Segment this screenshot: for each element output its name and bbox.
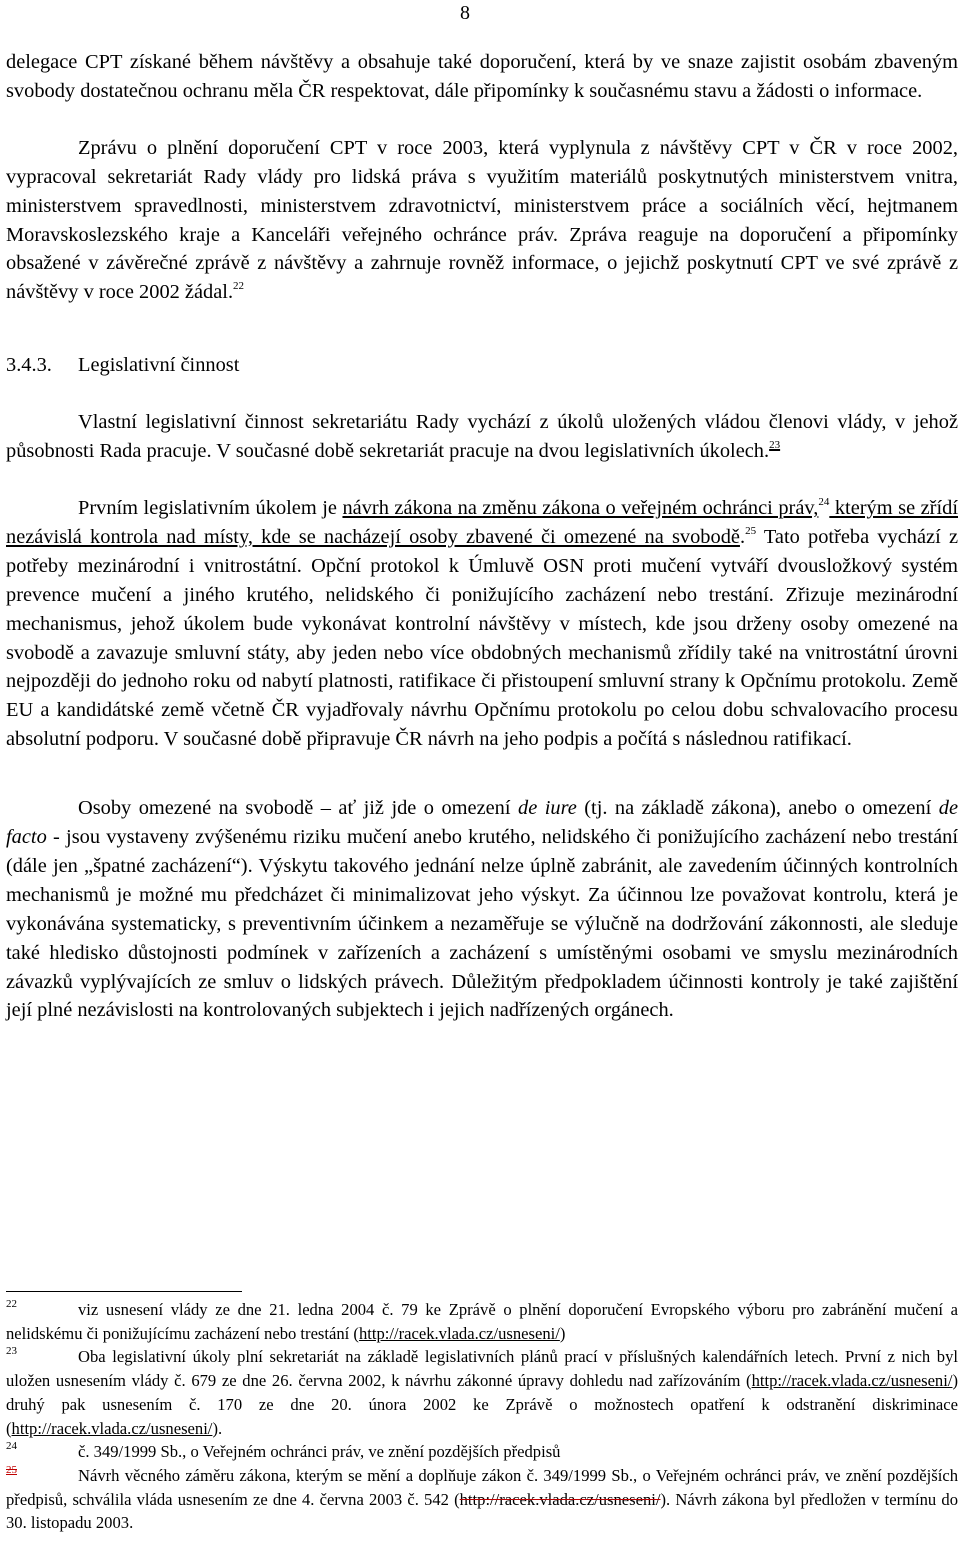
- footnote-ref-25: 25: [745, 524, 757, 537]
- footnote-ref-24: 24: [818, 495, 830, 508]
- section-heading: [6, 351, 958, 380]
- footnote-22-end: ): [559, 1323, 566, 1343]
- section-title: Legislativní činnost: [78, 354, 240, 377]
- footnote-ref-22: 22: [233, 280, 245, 293]
- main-text: [6, 48, 958, 1025]
- footnote-25-link[interactable]: http://racek.vlada.cz/usneseni/: [459, 1489, 661, 1509]
- paragraph-5-b: (tj. na základě zákona), anebo o omezení: [576, 797, 939, 820]
- paragraph-2: [6, 134, 958, 307]
- paragraph-4-underlined-2: kterým se zřídí nezávislá kontrola nad místy, kde se nacházejí osoby zbavené či omezené na svobodě: [6, 496, 958, 548]
- page-number: 8: [460, 2, 470, 24]
- paragraph-4-rest: Tato potřeba vychází z potřeby mezinárodní i vnitrostátní. Opční protokol k Úmluvě OSN proti mučení vytváří dvousložkový systém prevence mučení a jiného krutého, nelidského či ponižujícího zacházení nebo trestání. Zřizuje mezinárodní mechanismus, jehož úkolem bude vykonávat kontrolní návštěvy v místech, kde jsou drženy osoby omezené na svobodě a zavazuje smluvní státy, aby jeden nebo více obdobných mechanismů zřídily také na vnitrostátní úrovni nejpozději do jednoho roku od nabytí platnosti, ratifikace či přistoupení smluvní strany k Opčnímu protokolu. Země EU a kandidátské země včetně ČR vyjadřovaly návrhu Opčnímu protokolu po celou dobu schvalovacího procesu absolutní podporu. V současné době připravuje ČR návrh na jeho podpis a počítá s následnou ratifikací.: [6, 525, 959, 751]
- footnote-23-mid: ) druhý pak usnesením č. 170 ze dne 20. února 2002 ke Zprávě o možnostech opatření k odstranění diskriminace (: [6, 1371, 958, 1438]
- footnote-24: 24 č. 349/1999 Sb., o Veřejném ochránci práv, ve znění pozdějších předpisů: [6, 1440, 561, 1462]
- paragraph-5-de-facto: de facto: [6, 797, 958, 849]
- paragraph-2-text: Zprávu o plnění doporučení CPT v roce 2003, která vyplynula z návštěvy CPT v ČR v roce 2002, vypracoval sekretariát Rady vlády pro lidská práva s využitím materiálů poskytnutých ministerstvem vnitra, ministerstvem spravedlnosti, ministerstvem zdravotnictví, ministerstvem práce a sociálních věcí, hejtmanem Moravskoslezského kraje a Kanceláři veřejného ochránce práv. Zpráva reaguje na doporučení a připomínky obsažené v závěrečné zprávě z návštěvy a zahrnuje rovněž informace, o jejichž poskytnutí CPT ve své zprávě z návštěvy v roce 2002 žádal.: [6, 136, 958, 304]
- footnote-24-text: č. 349/1999 Sb., o Veřejném ochránci práv, ve znění pozdějších předpisů: [78, 1442, 561, 1462]
- paragraph-3-text: Vlastní legislativní činnost sekretariátu Rady vychází z úkolů uložených vládou členovi vlády, v jehož působnosti Rada pracuje. V současné době sekretariát pracuje na dvou legislativních úkolech.: [6, 411, 958, 463]
- paragraph-5-a: Osoby omezené na svobodě – ať již jde o omezení: [78, 797, 518, 820]
- footnote-ref-23: 23: [769, 439, 781, 452]
- paragraph-4: [6, 494, 958, 754]
- paragraph-5: [6, 794, 958, 1025]
- paragraph-4-period: .: [739, 525, 746, 548]
- footnote-23-link-2[interactable]: http://racek.vlada.cz/usneseni/: [11, 1418, 213, 1438]
- footnote-23-end: ).: [212, 1418, 223, 1438]
- footnote-23-link-1[interactable]: http://racek.vlada.cz/usneseni/: [751, 1371, 953, 1391]
- paragraph-4-underlined-1: návrh zákona na změnu zákona o veřejném ochránci práv,: [342, 496, 819, 519]
- paragraph-4-intro: Prvním legislativním úkolem je: [78, 496, 343, 519]
- footnote-23-text: Oba legislativní úkoly plní sekretariát na základě legislativních plánů prací v příslušných kalendářních letech. První z nich byl uložen usnesením vlády č. 679 ze dne 26. června 2002, k návrhu zákonné úpravy dohledu nad zařízováním (: [6, 1347, 958, 1391]
- section-number: 3.4.3.: [6, 354, 52, 377]
- footnote-22: 22 viz usnesení vlády ze dne 21. ledna 2004 č. 79 ke Zprávě o plnění doporučení Evropského výboru pro zabránění mučení a nelidskému či ponižujícímu zacházení nebo trestání (http://racek.vlada.cz/usneseni/): [6, 1298, 958, 1343]
- footnote-25-end: ). Návrh zákona byl předložen v termínu do 30. listopadu 2003.: [6, 1489, 958, 1533]
- footnote-23: 23 Oba legislativní úkoly plní sekretariát na základě legislativních plánů prací v příslušných kalendářních letech. První z nich byl uložen usnesením vlády č. 679 ze dne 26. června 2002, k návrhu zákonné úpravy dohledu nad zařízováním (http://racek.vlada.cz/usneseni/) druhý pak usnesením č. 170 ze dne 20. února 2002 ke Zprávě o možnostech opatření k odstranění diskriminace (http://racek.vlada.cz/usneseni/).: [6, 1345, 958, 1438]
- footnote-25: 25 Návrh věcného záměru zákona, kterým se mění a doplňuje zákon č. 349/1999 Sb., o Veřejném ochránci práv, ve znění pozdějších předpisů, schválila vláda usnesením ze dne 4. června 2003 č. 542 (http://racek.vlada.cz/usneseni/). Návrh zákona byl předložen v termínu do 30. listopadu 2003.: [6, 1463, 958, 1533]
- footnotes: [6, 1298, 958, 1535]
- paragraph-5-c: - jsou vystaveny zvýšenému riziku mučení anebo krutého, nelidského či ponižujícího zacházení nebo trestání (dále jen „špatné zacházení“). Výskytu takového jednání nelze úplně zabránit, ale zavedením účinných kontrolních mechanismů je možné mu předcházet či minimalizovat jeho výskyt. Za účinnou lze považovat kontrolu, která je vykonávána systematicky, s preventivním účinkem a nezaměřuje se výlučně na dodržování zákonnosti, ale sleduje také hledisko důstojnosti podmínek v zařízeních a zacházení s umístěnými osobami ve smyslu mezinárodních závazků vyplývajících ze smluv o lidských právech. Důležitým předpokladem účinnosti kontroly je také zajištění její plné nezávislosti na kontrolovaných subjektech i jejich nadřízených orgánech.: [6, 826, 958, 1022]
- paragraph-1: delegace CPT získané během návštěvy a obsahuje také doporučení, která by ve snaze zajistit osobám zbaveným svobody dostatečnou ochranu měla ČR respektovat, dále připomínky k současnému stavu a žádosti o informace.: [6, 51, 958, 102]
- paragraph-3: [6, 408, 958, 466]
- footnote-separator: [6, 1291, 242, 1292]
- footnote-22-text: viz usnesení vlády ze dne 21. ledna 2004 č. 79 ke Zprávě o plnění doporučení Evropského výboru pro zabránění mučení a nelidskému či ponižujícímu zacházení nebo trestání (: [6, 1300, 958, 1343]
- paragraph-5-de-iure: de iure: [518, 797, 577, 820]
- footnote-22-link[interactable]: http://racek.vlada.cz/usneseni/: [358, 1323, 560, 1343]
- footnote-25-text: Návrh věcného záměru zákona, kterým se mění a doplňuje zákon č. 349/1999 Sb., o Veřejném ochránci práv, ve znění pozdějších předpisů, schválila vláda usnesením ze dne 4. června 2003 č. 542 (: [6, 1465, 958, 1509]
